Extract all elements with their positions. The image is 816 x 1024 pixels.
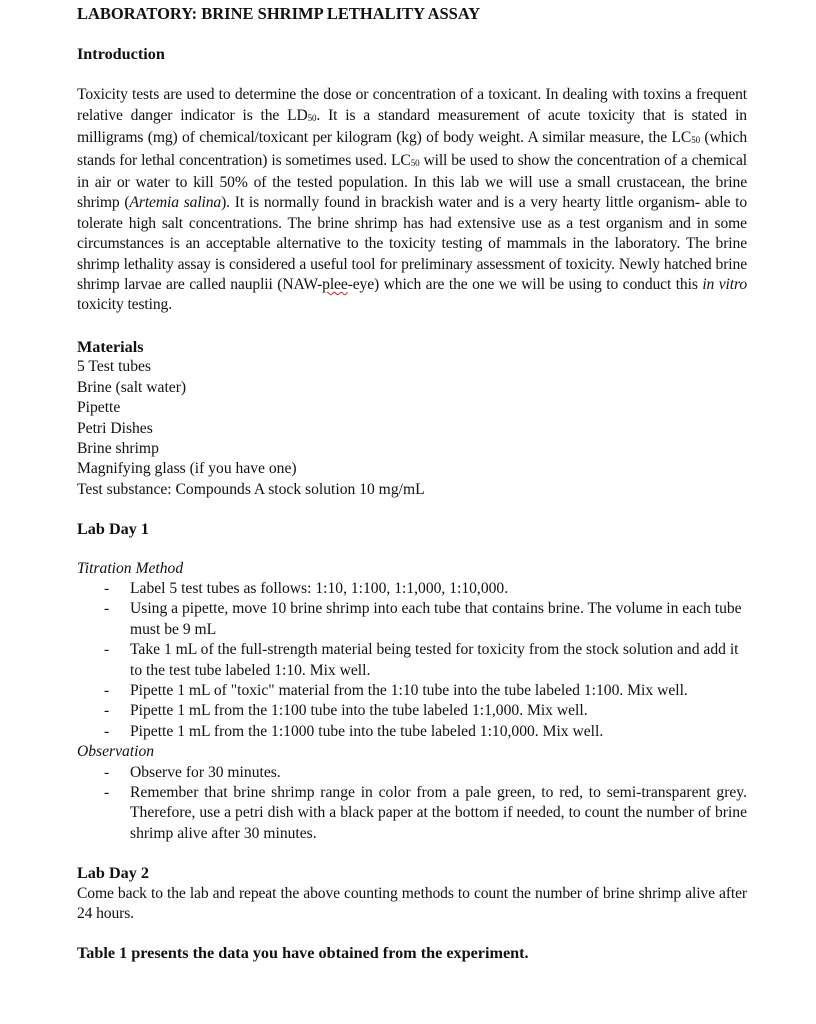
- introduction-heading: Introduction: [77, 45, 165, 63]
- titration-step: - Label 5 test tubes as follows: 1:10, 1:100, 1:1,000, 1:10,000.: [104, 579, 509, 597]
- observation-steps: [77, 763, 747, 845]
- introduction-paragraph: Toxicity tests are used to determine the dose or concentration of a toxicant. In dealing with toxins a frequent relative danger indicator is the $LD_{50}$. It is a standard measurement of acute toxicity that is stated in milligrams (mg) of chemical/toxicant per kilogram (kg) of body weight. A similar measure, the $LC_{50}$ (which stands for lethal concentration) is sometimes used. $LC_{50}$ will be used to show the concentration of a chemical in air or water to kill 50% of the tested population. In this lab we will use a small crustacean, the brine shrimp (Artemia salina). It is normally found in brackish water and is a very hearty little organism- able to tolerate high salt concentrations. The brine shrimp has had extensive use as a test organism and in some circumstances is an acceptable alternative to the toxicity testing of mammals in the laboratory. The brine shrimp lethality assay is considered a useful tool for preliminary assessment of toxicity. Newly hatched brine shrimp larvae are called nauplii (NAW-plee-eye) which are the one we will be using to conduct this in vitro toxicity testing.: [77, 86, 748, 314]
- titration-step: - Pipette 1 mL from the 1:1000 tube into the tube labeled 1:10,000. Mix well.: [104, 722, 604, 740]
- observation-step: - Remember that brine shrimp range in color from a pale green, to red, to semi-transparent grey. Therefore, use a petri dish with a black paper at the bottom if needed, to count the number of brine shrimp alive after 30 minutes.: [104, 784, 747, 842]
- materials-list: [77, 357, 747, 500]
- materials-heading: Materials: [77, 337, 144, 356]
- document-page: [77, 3, 747, 964]
- observation-subheading: Observation: [77, 743, 155, 761]
- materials-item: Brine (salt water): [77, 378, 187, 396]
- materials-item: Test substance: Compounds A stock solution 10 mg/mL: [77, 480, 425, 498]
- lab-day1-heading: Lab Day 1: [77, 520, 149, 539]
- titration-subheading: Titration Method: [77, 559, 184, 577]
- materials-item: Magnifying glass (if you have one): [77, 460, 297, 478]
- materials-item: Pipette: [77, 399, 121, 417]
- table-caption: Table 1 presents the data you have obtained from the experiment.: [77, 944, 529, 963]
- titration-step: - Pipette 1 mL from the 1:100 tube into the tube labeled 1:1,000. Mix well.: [104, 702, 588, 720]
- materials-item: 5 Test tubes: [77, 358, 151, 376]
- lab-day2-paragraph: Come back to the lab and repeat the above counting methods to count the number of brine shrimp alive after 24 hours.: [77, 884, 747, 923]
- materials-item: Brine shrimp: [77, 439, 159, 457]
- titration-step: - Take 1 mL of the full-strength material being tested for toxicity from the stock solution and add it to the test tube labeled 1:10. Mix well.: [104, 641, 739, 679]
- document-title: LABORATORY: BRINE SHRIMP LETHALITY ASSAY: [77, 4, 481, 23]
- lab-day2-heading: Lab Day 2: [77, 864, 149, 883]
- materials-item: Petri Dishes: [77, 419, 153, 437]
- species-name: Artemia salina: [129, 194, 222, 212]
- titration-steps: [77, 579, 747, 742]
- observation-step: - Observe for 30 minutes.: [104, 763, 281, 781]
- in-vitro-term: in vitro: [702, 276, 748, 294]
- titration-step: - Pipette 1 mL of "toxic" material from the 1:10 tube into the tube labeled 1:100. Mix well.: [104, 681, 688, 699]
- titration-step: - Using a pipette, move 10 brine shrimp into each tube that contains brine. The volume in each tube must be 9 mL: [104, 600, 742, 638]
- spellcheck-flagged-word[interactable]: plee: [322, 276, 348, 294]
